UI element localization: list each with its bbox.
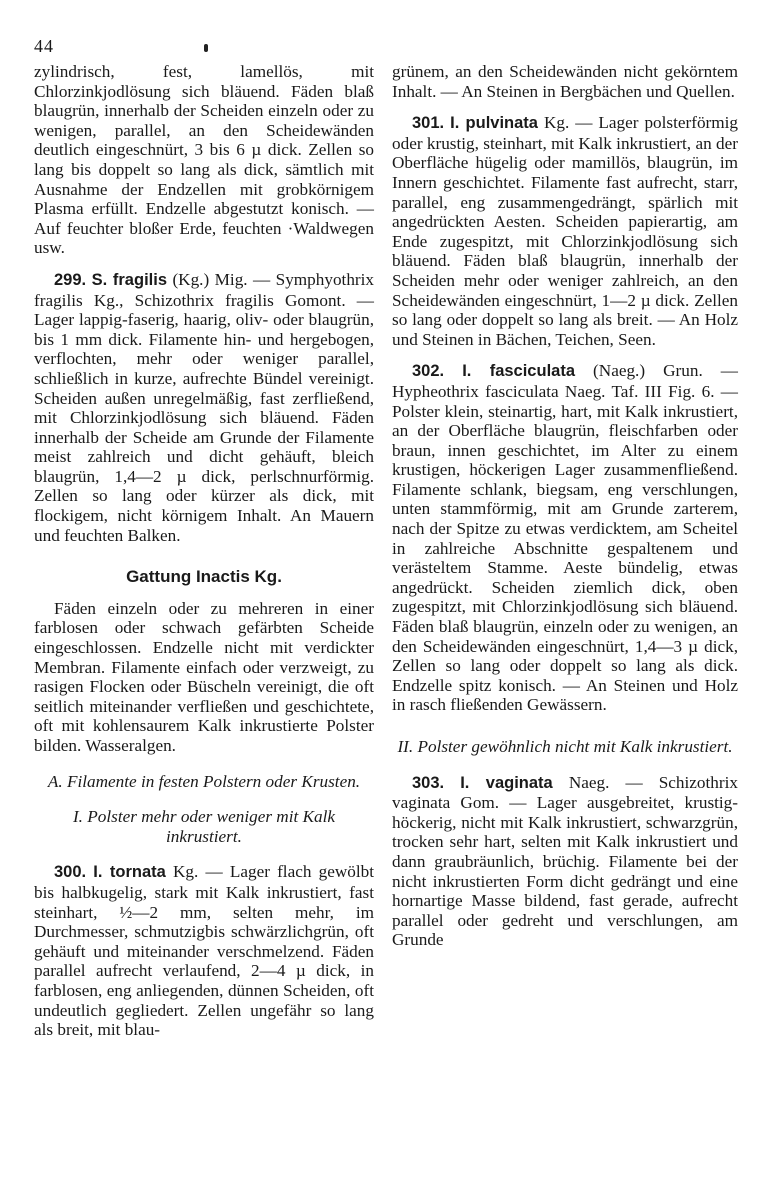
species-name: I. vaginata [460,773,553,792]
entry-300 [34,862,374,1039]
subheading-ii: II. Polster gewöhnlich nicht mit Kalk inkrustiert. [397,737,733,756]
entry-number: 301. [412,114,445,133]
ink-speck [204,44,208,52]
entry-number: 300. [54,863,87,882]
species-name: I. pulvinata [450,114,538,133]
entry-number: 299. [54,270,87,289]
entry-299 [34,270,374,545]
entry-number: 303. [412,773,445,792]
continued-paragraph: zylindrisch, fest, lamellös, mit Chlorzinkjodlösung sich bläuend. Fäden blaß blaugrün, innerhalb der Scheiden einzeln oder zu wenigen, parallel, an den Scheidewänden deutlich eingeschnürt, 3 bis 6 µ dick. Zellen so lang bis doppelt so lang als dick, sämtlich mit Ausnahme der Endzellen mit grobkörnigem Plasma erfüllt. Endzelle abgestutzt konisch. — Auf feuchter bloßer Erde, feuchten ·Waldwegen usw. [34,62,374,258]
species-name: I. fasciculata [462,362,575,381]
entry-301 [392,113,738,349]
entry-302 [392,361,738,715]
species-name: I. tornata [93,863,166,882]
subheading-i: I. Polster mehr oder weniger mit Kalk inkrustiert. [72,807,336,846]
entry-number: 302. [412,362,445,381]
entry-303 [392,773,738,950]
entry-text: (Naeg.) Grun. — Hypheothrix fasciculata Naeg. Taf. III Fig. 6. — Polster klein, steinartig, hart, mit Kalk inkrustiert, an der Oberfläche blaugrün, fleischfarben oder braun, innen geschichtet, im Alter zu einem krustigen, höckerigen Lager zusammenfließend. Filamente schlank, biegsam, eng verschlungen, unten stammförmig, mit am Grunde zarterem, nach der Spitze zu etwas verdicktem, am Scheitel in zahlreiche Abschnitte gespaltenem und verästeltem Stamme. Aeste bündelig, etwas angedrückt. Scheiden ziemlich dick, oben zugespitzt, mit Chlorzinkjodlösung sich bläuend. Fäden blaß blaugrün, einzeln oder zu wenigen, an den Scheidewänden eingeschnürt, 1,4—3 µ dick, Zellen so lang oder doppelt so lang als dick. Endzelle spitz konisch. — An Steinen und Holz in rasch fließenden Gewässern. [392,361,738,715]
right-column [392,62,738,950]
species-name: S. fragilis [91,270,167,289]
page-number: 44 [34,36,54,56]
continued-paragraph: grünem, an den Scheidewänden nicht gekörntem Inhalt. — An Steinen in Bergbächen und Quellen. [392,62,738,101]
subheading-a: A. Filamente in festen Polstern oder Krusten. [47,771,361,791]
genus-description: Fäden einzeln oder zu mehreren in einer farblosen oder schwach gefärbten Scheide eingeschlossen. Endzelle nicht mit verdickter Membran. Filamente einfach oder verzweigt, zu rasigen Flocken oder Büscheln vereinigt, die oft seitlich miteinander verfließen und geschichtete, oft mit kohlensaurem Kalk inkrustierte Polster bilden. Wasseralgen. [34,598,374,755]
entry-text: Kg. — Lager flach gewölbt bis halbkugelig, stark mit Kalk inkrustiert, fast steinhart, ½—2 mm, selten mehr, im Durchmesser, schmutzigbis schwärzlichgrün, oft gehäuft und miteinander verschmelzend. Fäden parallel aufrecht verlaufend, 2—4 µ dick, in farblosen, eng anliegenden, dünnen Scheiden, oft undeutlich gegliedert. Zellen ungefähr so lang als breit, mit blau- [34,862,374,1040]
left-column [34,62,374,1040]
entry-text: Naeg. — Schizothrix vaginata Gom. — Lager ausgebreitet, krustig-höckerig, nicht mit Kalk inkrustiert, schwarzgrün, trocken sehr hart, selten mit Kalk inkrustiert und dann graubräunlich, brüchig. Filamente bei der nicht inkrustierten Form dicht gedrängt und eine hornartige Masse bildend, fast gerade, aufrecht parallel oder gedreht und verschlungen, am Grunde [392,772,738,950]
entry-text: (Kg.) Mig. — Symphyothrix fragilis Kg., Schizothrix fragilis Gomont. — Lager lappig-faserig, haarig, oliv- oder blaugrün, bis 1 mm dick. Filamente hin- und hergebogen, verflochten, mehr oder weniger parallel, schließlich in kurze, aufrechte Bündel vereinigt. Scheiden außen unregelmäßig, fast zerfließend, mit Chlorzinkjodlösung sich bläuend. Fäden innerhalb der Scheide am Grunde der Filamente meist zahlreich und dicht gehäuft, bleich blaugrün, 1,4—2 µ dick, perlschnurförmig. Zellen so lang oder kürzer als dick, mit flockigem, nicht körnigem Inhalt. An Mauern und feuchten Balken. [34,269,375,545]
entry-text: Kg. — Lager polsterförmig oder krustig, steinhart, mit Kalk inkrustiert, an der Oberfläche hügelig oder mamillös, blaugrün, im Innern geschichtet. Filamente fast aufrecht, starr, parallel, eng zusammengedrängt, spärlich mit angedrückten Aesten. Scheiden papierartig, am Ende zugespitzt, mit Chlorzinkjodlösung sich bläuend. Fäden blaß blaugrün, innerhalb der Scheiden mehr oder weniger zahlreich, an den Scheidewänden eingeschnürt, 1—2 µ dick. Zellen so lang oder doppelt so lang als breit. — An Holz und Steinen in Bächen, Teichen, Seen. [392,113,739,349]
genus-heading: Gattung Inactis Kg. [126,567,282,587]
